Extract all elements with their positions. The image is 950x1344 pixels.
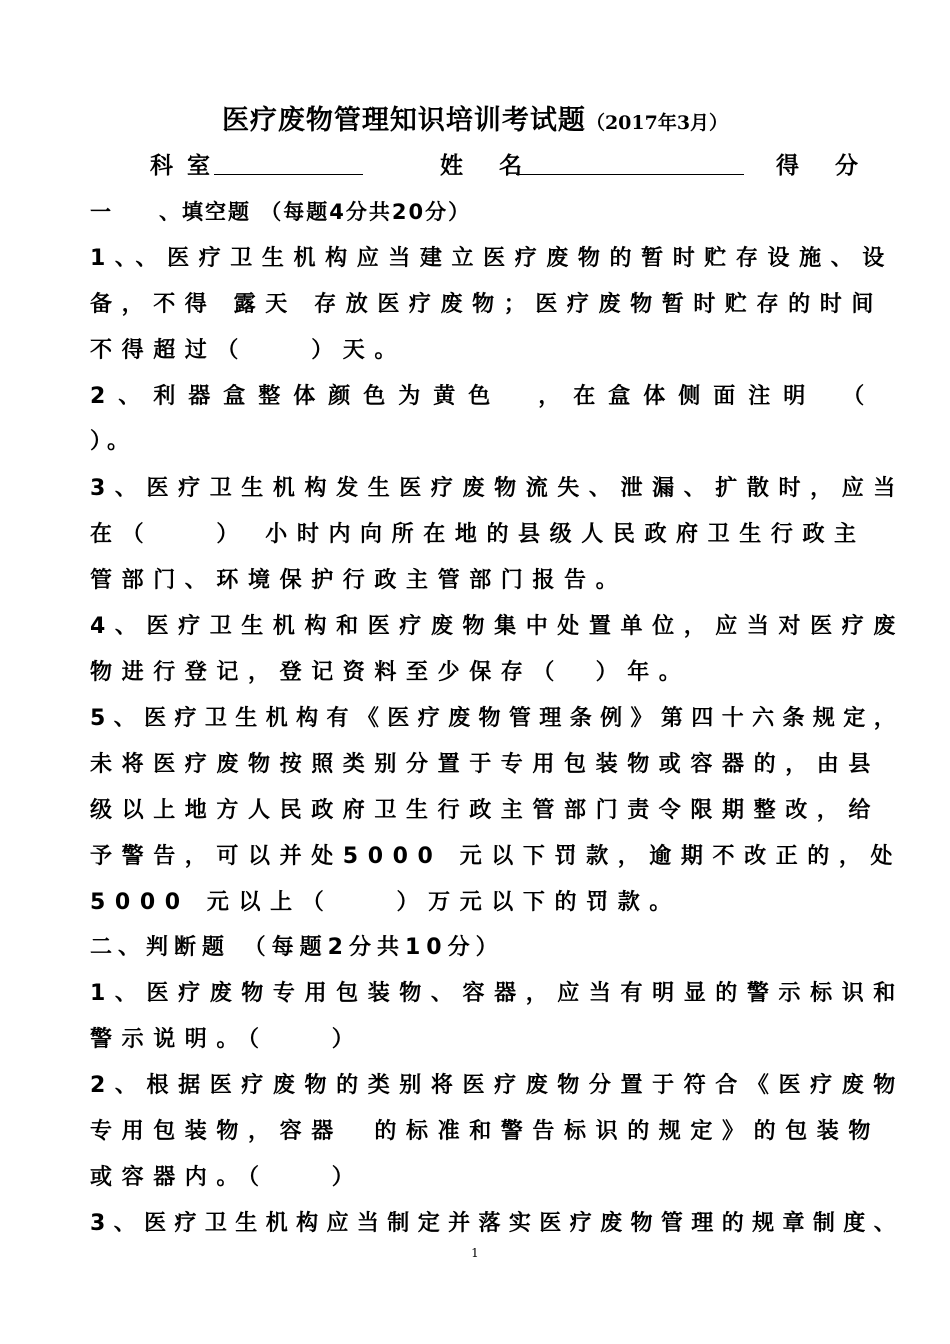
score-label: 得 分 bbox=[776, 153, 873, 179]
question-line: 警示说明。（ ） bbox=[90, 1027, 364, 1052]
question-line: 1、医疗废物专用包装物、容器，应当有明显的警示标识和 bbox=[90, 981, 905, 1006]
question-line: 未将医疗废物按照类别分置于专用包装物或容器的，由县 bbox=[90, 752, 881, 777]
name-label: 姓 名 bbox=[440, 153, 537, 179]
question-line: 不得超过（ ）天。 bbox=[90, 338, 407, 363]
question-line: 专用包装物，容器 的标准和警告标识的规定》的包装物 bbox=[90, 1119, 881, 1144]
question-line: 予警告，可以并处5000 元以下罚款，逾期不改正的，处 bbox=[90, 844, 903, 869]
question-line: ）。 bbox=[90, 429, 136, 454]
question-line: 2、根据医疗废物的类别将医疗废物分置于符合《医疗废物 bbox=[90, 1073, 905, 1098]
title-main: 医疗废物管理知识培训考试题 bbox=[221, 105, 586, 136]
question-line: 在（ ） 小时内向所在地的县级人民政府卫生行政主 bbox=[90, 522, 866, 547]
department-blank[interactable] bbox=[214, 174, 363, 175]
question-line: 3、医疗卫生机构发生医疗废物流失、泄漏、扩散时，应当 bbox=[90, 476, 905, 501]
question-line: 管部门、环境保护行政主管部门报告。 bbox=[90, 568, 628, 593]
name-blank[interactable] bbox=[516, 174, 744, 175]
question-line: 4、医疗卫生机构和医疗废物集中处置单位，应当对医疗废 bbox=[90, 614, 905, 639]
question-line: 物进行登记，登记资料至少保存（ ）年。 bbox=[90, 660, 691, 685]
question-line: 5、医疗卫生机构有《医疗废物管理条例》第四十六条规定， bbox=[90, 706, 905, 731]
question-line: 或容器内。（ ） bbox=[90, 1165, 364, 1190]
question-line: 1、、医疗卫生机构应当建立医疗废物的暂时贮存设施、设 bbox=[90, 246, 894, 271]
document-title bbox=[0, 98, 950, 137]
section-heading-fill-blank: 一 、填空题 （每题4分共20分） bbox=[90, 200, 472, 224]
section-heading-true-false: 二、判断题 （每题2分共10分） bbox=[90, 935, 504, 960]
question-line: 5000 元以上（ ）万元以下的罚款。 bbox=[90, 890, 681, 915]
department-label: 科室 bbox=[150, 153, 224, 179]
question-line: 3、医疗卫生机构应当制定并落实医疗废物管理的规章制度、 bbox=[90, 1211, 905, 1236]
question-line: 级以上地方人民政府卫生行政主管部门责令限期整改，给 bbox=[90, 798, 881, 823]
question-line: 2、利器盒整体颜色为黄色 ，在盒体侧面注明 （ bbox=[90, 384, 878, 409]
page-number: 1 bbox=[471, 1246, 479, 1260]
question-line: 备，不得 露天 存放医疗废物；医疗废物暂时贮存的时间 bbox=[90, 292, 883, 317]
title-date: （2017年3月） bbox=[585, 112, 729, 134]
header-fields bbox=[0, 147, 950, 181]
